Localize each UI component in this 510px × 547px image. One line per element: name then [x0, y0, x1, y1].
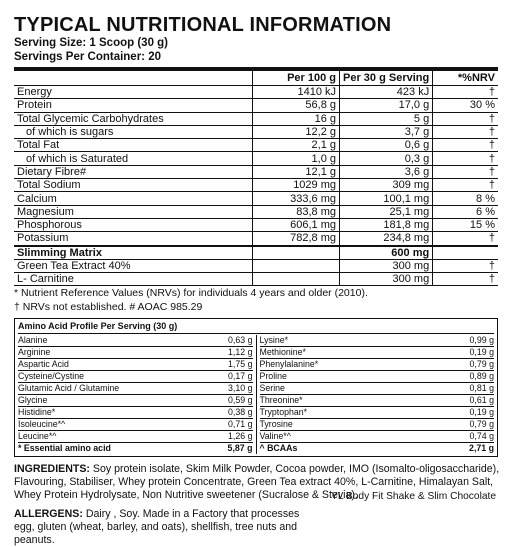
amino-acid-value: 1,26 g — [228, 431, 253, 442]
amino-acid-column-right — [256, 335, 495, 454]
value-nrv: 6 % — [433, 205, 498, 218]
ingredients-text: Soy protein isolate, Skim Milk Powder, Cocoa powder, IMO (Isomalto-oligosaccharide), Flavouring, Stabiliser, Whey protein Concentrate, Green Tea extract 40%, L-Carnitine, Himalayan Salt, Whey Protein Hydrolysate, Non Nutritive sweetener (Sucralose & Stevia). — [14, 463, 500, 502]
amino-acid-name: ^ BCAAs — [259, 443, 298, 454]
amino-acid-value: 0,74 g — [469, 431, 494, 442]
header-per-serving: Per 30 g Serving — [340, 71, 433, 86]
ingredient-name: Green Tea Extract 40% — [14, 259, 253, 272]
nutrient-name: Dietary Fibre# — [14, 165, 253, 178]
nrv-footnote-2: † NRVs not established. # AOAC 985.29 — [14, 300, 203, 313]
value-per-serving: 300 mg — [340, 273, 433, 286]
amino-acid-value: 0,89 g — [469, 371, 494, 382]
value-per-100g: 12,1 g — [253, 165, 340, 178]
ingredients-label: INGREDIENTS: — [14, 463, 90, 476]
nutrient-name: Phosphorous — [14, 218, 253, 231]
value-per-100g: 2,1 g — [253, 139, 340, 152]
value-nrv: † — [433, 259, 498, 272]
value-nrv: 15 % — [433, 218, 498, 231]
allergens-text: Dairy , Soy. Made in a Factory that processes egg, gluten (wheat, barley, and oats), shellfish, tree nuts and peanuts. — [14, 508, 300, 547]
table-row — [14, 152, 498, 165]
value-per-serving: 181,8 mg — [340, 218, 433, 231]
amino-acid-row — [18, 383, 253, 395]
table-row — [14, 179, 498, 192]
value-per-100g: 1410 kJ — [253, 86, 340, 99]
ingredient-name: L- Carnitine — [14, 273, 253, 286]
value-nrv: † — [433, 125, 498, 138]
amino-acid-name: Threonine* — [259, 395, 303, 406]
table-header — [14, 71, 498, 86]
value-per-100g: 606,1 mg — [253, 218, 340, 231]
value-per-serving: 0,6 g — [340, 139, 433, 152]
amino-acid-row — [18, 347, 253, 359]
amino-acid-row — [260, 359, 495, 371]
table-row — [14, 273, 498, 286]
amino-acid-name: Isoleucine*^ — [18, 419, 66, 430]
value-per-100g: 83,8 mg — [253, 205, 340, 218]
product-name: YL Body Fit Shake & Slim Chocolate — [331, 491, 496, 502]
table-row — [14, 86, 498, 99]
table-row — [14, 99, 498, 112]
value-per-100g: 56,8 g — [253, 99, 340, 112]
amino-acid-name: * Essential amino acid — [18, 443, 111, 454]
table-row — [14, 218, 498, 231]
amino-acid-name: Methionine* — [259, 347, 306, 358]
amino-acid-row — [260, 383, 495, 395]
amino-acid-value: 0,79 g — [469, 419, 494, 430]
amino-acid-row — [260, 371, 495, 383]
value-per-100g: 782,8 mg — [253, 232, 340, 246]
allergens-label: ALLERGENS: — [14, 508, 83, 521]
amino-acid-name: Cysteine/Cystine — [18, 371, 85, 382]
nutrient-name: of which is Saturated — [14, 152, 253, 165]
amino-acid-name: Serine — [259, 383, 285, 394]
value-nrv: † — [433, 273, 498, 286]
value-per-serving: 234,8 mg — [340, 232, 433, 246]
value-nrv: † — [433, 152, 498, 165]
amino-acid-value: 0,59 g — [228, 395, 253, 406]
nutrient-name: Magnesium — [14, 205, 253, 218]
value-per-100g: 333,6 mg — [253, 192, 340, 205]
amino-acid-value: 0,61 g — [469, 395, 494, 406]
amino-acid-name: Aspartic Acid — [18, 359, 69, 370]
value-per-serving: 309 mg — [340, 179, 433, 192]
amino-acid-value: 1,75 g — [228, 359, 253, 370]
amino-acid-column-left — [18, 335, 256, 454]
value-per-serving: 423 kJ — [340, 86, 433, 99]
amino-acid-row — [260, 419, 495, 431]
empty-cell — [253, 246, 340, 260]
nutrient-name: of which is sugars — [14, 125, 253, 138]
amino-acid-value: 0,81 g — [469, 383, 494, 394]
amino-acid-row — [18, 359, 253, 371]
amino-acid-name: Tryptophan* — [259, 407, 308, 418]
amino-acid-row — [260, 395, 495, 407]
amino-acid-name: Histidine* — [18, 407, 56, 418]
amino-acid-name: Phenylalanine* — [259, 359, 319, 370]
nutrient-name: Energy — [14, 86, 253, 99]
value-per-100g: 16 g — [253, 112, 340, 125]
value-nrv: † — [433, 179, 498, 192]
value-per-100g: 1,0 g — [253, 152, 340, 165]
amino-acid-total — [18, 443, 253, 454]
empty-cell — [253, 273, 340, 286]
amino-acid-name: Leucine*^ — [18, 431, 57, 442]
amino-acid-row — [18, 407, 253, 419]
nrv-footnote: * Nutrient Reference Values (NRVs) for individuals 4 years and older (2010). — [14, 287, 368, 300]
value-nrv: 30 % — [433, 99, 498, 112]
amino-acid-name: Glutamic Acid / Glutamine — [18, 383, 120, 394]
value-per-serving: 300 mg — [340, 259, 433, 272]
amino-acid-value: 5,87 g — [227, 443, 253, 454]
amino-acid-value: 0,19 g — [469, 407, 494, 418]
table-row — [14, 112, 498, 125]
page-title: TYPICAL NUTRITIONAL INFORMATION — [14, 14, 392, 36]
amino-acid-name: Alanine — [18, 335, 48, 346]
nutrient-name: Potassium — [14, 232, 253, 246]
amino-acid-value: 0,99 g — [469, 335, 494, 346]
table-row — [14, 125, 498, 138]
value-nrv: † — [433, 165, 498, 178]
serving-size: Serving Size: 1 Scoop (30 g) — [14, 37, 169, 49]
amino-acid-value: 0,79 g — [469, 359, 494, 370]
servings-per-container: Servings Per Container: 20 — [14, 51, 161, 63]
amino-acid-row — [260, 407, 495, 419]
amino-acid-value: 1,12 g — [228, 347, 253, 358]
value-per-serving: 5 g — [340, 112, 433, 125]
amino-acid-row — [260, 335, 495, 347]
amino-acid-profile — [14, 318, 498, 457]
nutrient-name: Calcium — [14, 192, 253, 205]
amino-acid-name: Tyrosine — [259, 419, 293, 430]
amino-acid-value: 0,71 g — [228, 419, 253, 430]
value-per-serving: 100,1 mg — [340, 192, 433, 205]
amino-acid-total — [260, 443, 495, 454]
value-per-serving: 3,7 g — [340, 125, 433, 138]
nutrient-name: Total Glycemic Carbohydrates — [14, 112, 253, 125]
nutrient-name: Protein — [14, 99, 253, 112]
amino-acid-value: 2,71 g — [469, 443, 494, 454]
allergens — [14, 508, 314, 547]
slimming-matrix-row — [14, 246, 498, 260]
amino-acid-row — [18, 419, 253, 431]
value-nrv: † — [433, 112, 498, 125]
table-row — [14, 205, 498, 218]
nutrient-name: Total Fat — [14, 139, 253, 152]
header-nutrient — [14, 71, 253, 86]
amino-acid-row — [260, 347, 495, 359]
value-per-serving: 17,0 g — [340, 99, 433, 112]
empty-cell — [433, 246, 498, 260]
amino-acid-name: Proline — [259, 371, 287, 382]
amino-acid-row — [18, 371, 253, 383]
table-row — [14, 165, 498, 178]
header-per-100g: Per 100 g — [253, 71, 340, 86]
value-per-serving: 3,6 g — [340, 165, 433, 178]
amino-acid-row — [18, 431, 253, 443]
value-nrv: 8 % — [433, 192, 498, 205]
amino-acid-value: 0,63 g — [228, 335, 253, 346]
table-row — [14, 232, 498, 246]
amino-acid-value: 0,17 g — [228, 371, 253, 382]
table-row — [14, 192, 498, 205]
value-per-100g: 1029 mg — [253, 179, 340, 192]
amino-acid-row — [18, 335, 253, 347]
value-nrv: † — [433, 232, 498, 246]
amino-acid-title: Amino Acid Profile Per Serving (30 g) — [18, 321, 494, 334]
header-nrv: *%NRV — [433, 71, 498, 86]
amino-acid-row — [18, 395, 253, 407]
amino-acid-name: Valine*^ — [259, 431, 291, 442]
matrix-title: Slimming Matrix — [14, 246, 253, 260]
amino-acid-name: Arginine — [18, 347, 51, 358]
nutrient-name: Total Sodium — [14, 179, 253, 192]
value-per-serving: 25,1 mg — [340, 205, 433, 218]
amino-acid-name: Glycine — [18, 395, 48, 406]
amino-acid-value: 3,10 g — [228, 383, 253, 394]
amino-acid-row — [260, 431, 495, 443]
amino-acid-value: 0,38 g — [228, 407, 253, 418]
amino-acid-value: 0,19 g — [469, 347, 494, 358]
nutrition-table — [14, 71, 498, 286]
table-row — [14, 139, 498, 152]
value-nrv: † — [433, 86, 498, 99]
value-nrv: † — [433, 139, 498, 152]
empty-cell — [253, 259, 340, 272]
table-row — [14, 259, 498, 272]
amino-acid-name: Lysine* — [259, 335, 289, 346]
value-per-serving: 0,3 g — [340, 152, 433, 165]
value-per-100g: 12,2 g — [253, 125, 340, 138]
matrix-total: 600 mg — [340, 246, 433, 260]
